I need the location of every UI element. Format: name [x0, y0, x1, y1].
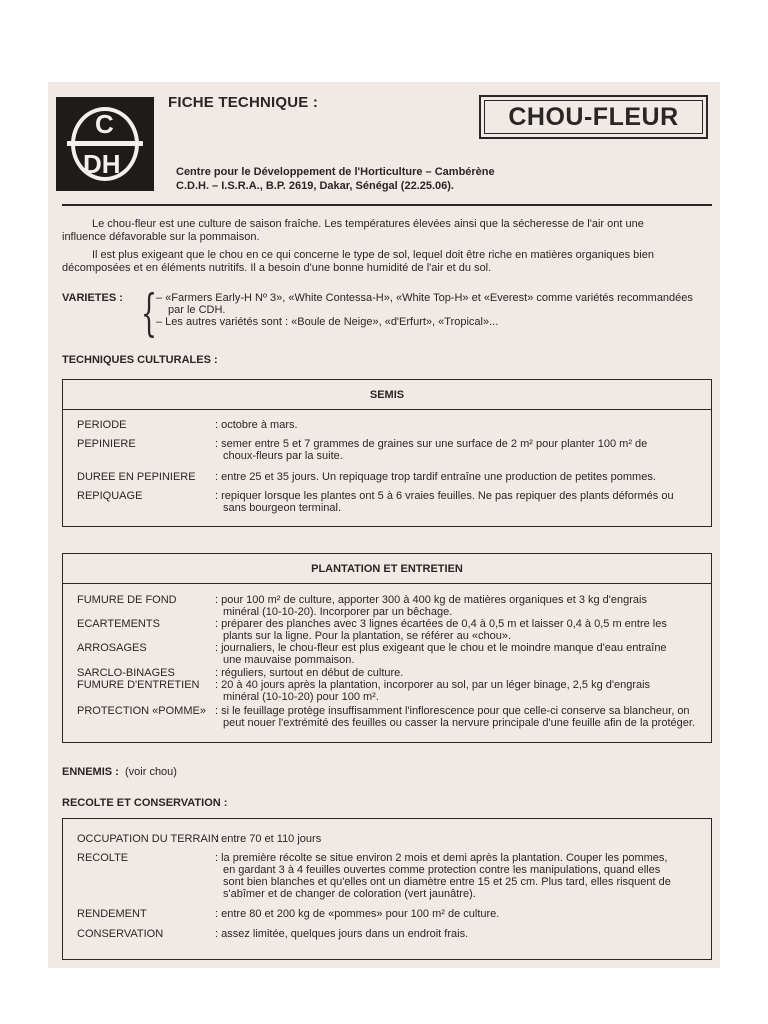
cdh-logo — [56, 97, 154, 191]
plantation-title: PLANTATION ET ENTRETIEN — [63, 554, 711, 584]
plant-value-arrosages: : journaliers, le chou-fleur est plus exigeant que le chou et le moindre manque d'eau entraîne — [215, 642, 667, 654]
recolte-label-rendement: RENDEMENT — [77, 908, 147, 920]
plant-label-fumure-entretien: FUMURE D'ENTRETIEN — [77, 679, 200, 691]
recolte-value-recolte-1: : la première récolte se situe environ 2 mois et demi après la plantation. Couper les pommes, — [215, 852, 668, 864]
plant-value-sarclo: : réguliers, surtout en début de culture. — [215, 667, 404, 679]
recolte-label-occupation: OCCUPATION DU TERRAIN — [77, 833, 219, 845]
ennemis-label: ENNEMIS : — [62, 766, 119, 778]
semis-value-repiquage: : repiquer lorsque les plantes ont 5 à 6 vraies feuilles. Ne pas repiquer des plants déformés ou — [215, 490, 674, 502]
plant-value-protection: : si le feuillage protège insuffisamment l'inflorescence pour que celle-ci conserve sa blancheur, on — [215, 705, 690, 717]
semis-value-pepiniere: : semer entre 5 et 7 grammes de graines sur une surface de 2 m² pour planter 100 m² de — [215, 438, 648, 450]
plant-value-fumure-entretien: : 20 à 40 jours après la plantation, incorporer au sol, par un léger binage, 2,5 kg d'engrais — [215, 679, 651, 691]
intro-paragraph-2: Il est plus exigeant que le chou en ce qui concerne le type de sol, lequel doit être riche en matières organiques bien décomposées et en éléments nutritifs. Il a besoin d'une bonne humidité de l'air et du sol. — [62, 249, 654, 274]
techniques-label: TECHNIQUES CULTURALES : — [62, 354, 218, 366]
plant-value-fumure-fond: : pour 100 m² de culture, apporter 300 à 400 kg de matières organiques et 3 kg d'engrais — [215, 594, 647, 606]
semis-value-pepiniere-cont: choux-fleurs par la suite. — [223, 450, 343, 462]
plant-label-ecartements: ECARTEMENTS — [77, 618, 160, 630]
recolte-value-occupation: : entre 70 et 110 jours — [215, 833, 322, 845]
semis-label-pepiniere: PEPINIERE — [77, 438, 136, 450]
header-divider — [62, 204, 712, 206]
plant-label-arrosages: ARROSAGES — [77, 642, 147, 654]
org-name: Centre pour le Développement de l'Horticulture – Cambérène — [176, 166, 495, 178]
recolte-value-rendement: : entre 80 et 200 kg de «pommes» pour 100 m² de culture. — [215, 908, 500, 920]
varietes-item-1-cont: par le CDH. — [168, 304, 226, 316]
recolte-label-recolte: RECOLTE — [77, 852, 129, 864]
recolte-label: RECOLTE ET CONSERVATION : — [62, 797, 228, 809]
varietes-label: VARIETES : — [62, 292, 123, 304]
plant-value-ecartements-cont: plants sur la ligne. Pour la plantation, se référer au «chou». — [223, 630, 512, 642]
semis-value-periode: : octobre à mars. — [215, 419, 298, 431]
semis-value-duree: : entre 25 et 35 jours. Un repiquage trop tardif entraîne une production de petites pommes. — [215, 471, 656, 483]
semis-label-duree: DUREE EN PEPINIERE — [77, 471, 196, 483]
intro-paragraph-1: Le chou-fleur est une culture de saison fraîche. Les températures élevées ainsi que la sécheresse de l'air ont une influence défavorable sur la pommaison. — [62, 218, 644, 243]
plant-label-protection: PROTECTION «POMME» — [77, 705, 206, 717]
recolte-value-recolte-4: s'abîmer et de changer de coloration (vert jaunâtre). — [223, 888, 476, 900]
semis-label-repiquage: REPIQUAGE — [77, 490, 143, 502]
product-title-box — [479, 95, 708, 139]
recolte-value-conservation: : assez limitée, quelques jours dans un endroit frais. — [215, 928, 469, 940]
plant-value-arrosages-cont: une mauvaise pommaison. — [223, 654, 355, 666]
plantation-box — [62, 553, 712, 743]
plant-value-protection-cont: peut nouer l'extrémité des feuilles ou casser la nervure principale d'une feuille afin de la protéger. — [223, 717, 695, 729]
logo-letters-dh: DH — [83, 149, 121, 179]
logo-letter-c: C — [95, 109, 114, 139]
recolte-label-conservation: CONSERVATION — [77, 928, 164, 940]
org-address: C.D.H. – I.S.R.A., B.P. 2619, Dakar, Sénégal (22.25.06). — [176, 180, 454, 192]
semis-box — [62, 379, 712, 527]
varietes-item-1: – «Farmers Early-H Nº 3», «White Contessa-H», «White Top-H» et «Everest» comme variétés recommandées — [156, 292, 693, 304]
brace-symbol: { — [140, 284, 157, 342]
product-title: CHOU-FLEUR — [484, 100, 703, 134]
semis-value-repiquage-cont: sans bourgeon terminal. — [223, 502, 342, 514]
recolte-value-recolte-3: sont bien blanches et qu'elles ont un diamètre entre 15 et 25 cm. Plus tard, elles risquent de — [223, 876, 671, 888]
recolte-value-recolte-2: en gardant 3 à 4 feuilles ouvertes comme protection contre les manipulations, quand elles — [223, 864, 661, 876]
plant-label-fumure-fond: FUMURE DE FOND — [77, 594, 177, 606]
plant-value-fumure-entretien-cont: minéral (10-10-20) pour 100 m². — [223, 691, 379, 703]
recolte-box — [62, 818, 712, 960]
plant-value-fumure-fond-cont: minéral (10-10-20). Incorporer par un bêchage. — [223, 606, 453, 618]
plant-value-ecartements: : préparer des planches avec 3 lignes écartées de 0,4 à 0,5 m et laisser 0,4 à 0,5 m entre les — [215, 618, 667, 630]
ennemis-value: (voir chou) — [125, 766, 177, 778]
semis-title: SEMIS — [63, 380, 711, 410]
sheet-title: FICHE TECHNIQUE : — [168, 94, 319, 111]
varietes-item-2: – Les autres variétés sont : «Boule de Neige», «d'Erfurt», «Tropical»... — [156, 316, 499, 328]
plant-label-sarclo: SARCLO-BINAGES — [77, 667, 175, 679]
semis-label-periode: PERIODE — [77, 419, 127, 431]
